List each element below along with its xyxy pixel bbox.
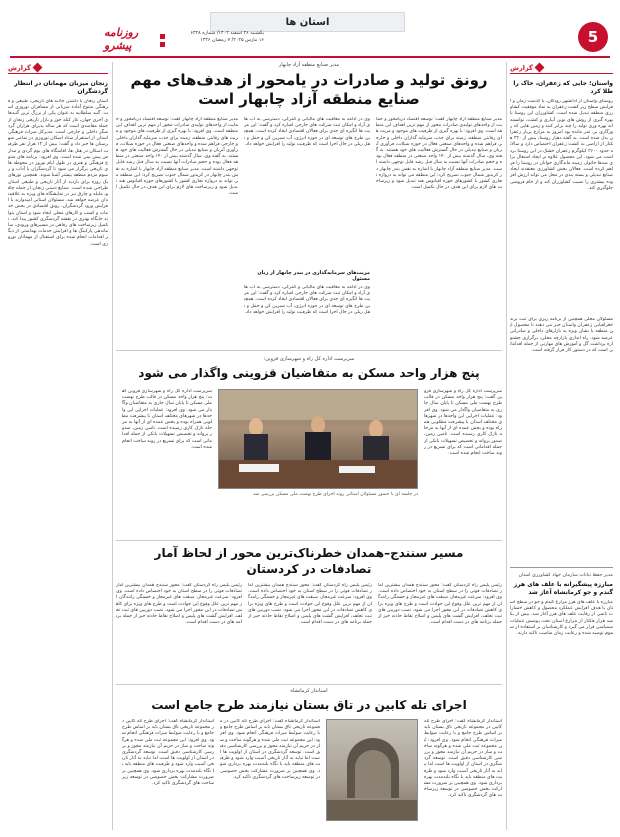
road-body-2: رئیس پلیس راه کردستان گفت: محور سنندج همدان بیشترین آمار تصادفات فوتی را در سطح استان به خود اختصاص داده است. وی افزود: سرعت غیرمجاز، سبقت های غیرمجاز و خستگی رانندگان از مهم ترین علل وقوع این حوادث است و طرح های ویژه برای کاهش تصادفات در این محور اجرا می شود. نصب دوربین های ثبت تخلف، افزایش گشت های پلیس و اصلاح نقاط حادثه خیز از جمله برنامه های در دست اقدام است.	[248, 583, 372, 626]
road-title-1: مسیر سنندج–همدان خطرناک‌ترین محور از لحاظ آمار	[154, 546, 464, 560]
main-title-1: رونق تولید و صادرات در یامحور از هدف‌های مهم	[130, 71, 488, 89]
cablecar-body-3: استاندار کرمانشاه گفت: اجرای طرح تله کابین در مجموعه تاریخی تاق بستان باید بر اساس طرح جامع و با رعایت ضوابط میراث فرهنگی انجام شود. وی افزود: این مجموعه ثبت ملی شده و هرگونه ساخت و ساز در حریم آن نیازمند مجوز و بررسی کارشناسی دقیق است. توسعه گردشگری در استان از اولویت ها است اما نباید به آثار تاریخی آسیب وارد شود و ظرفیت های منطقه باید با نگاه بلندمدت بهره برداری شود. وی همچنین بر ضرورت مشارکت بخش خصوصی در توسعه زیرساخت های گردشگری تاکید کرد.	[122, 719, 214, 787]
main-body-cont: وی در ادامه به معافیت های مالیاتی و گمرکی، دسترسی به آب های آزاد و امکان ثبت شرکت های خارجی اشاره کرد و گفت: این مزیت ها انگیزه ای جدی برای فعالان اقتصادی ایجاد کرده است. همچنین طرح های توسعه ای در حوزه انرژی، آب شیرین کن و حمل و نقل ریلی در حال اجرا است که ظرفیت تولید را افزایش خواهد داد.	[244, 117, 370, 147]
column-rule	[112, 62, 113, 830]
housing-body: سرپرست اداره کل راه و شهرسازی قزوین گفت: پنج هزار واحد مسکن در قالب طرح نهضت ملی مسکن تا پایان سال جاری به متقاضیان واگذار می شود. وی افزود: عملیات اجرایی این واحدها در شهرهای مختلف استان با پیشرفت مطلوبی همراه بوده و بخش عمده ای از آنها به مرحله نازک کاری رسیده است. تامین زمین، صدور پروانه و تخصیص تسهیلات بانکی از جمله اقداماتی است که برای تسریع در روند ساخت انجام شده است.	[424, 389, 502, 457]
main-kicker: مدیر صنایع منطقه آزاد چابهار	[278, 62, 340, 68]
cablecar-story	[116, 688, 502, 830]
story-divider	[116, 350, 502, 351]
page-header	[0, 0, 620, 58]
meeting-photo	[218, 389, 418, 489]
main-subhead: مزیت‌های سرمایه‌گذاری در بندر چابهار از زبان مسئول	[257, 270, 370, 282]
right-subtitle-2: مبارزه پیشگیرانه با علف های هرز گندم و جو کرمانشاه آغاز شد	[513, 581, 613, 596]
report-badge	[510, 62, 613, 74]
left-body: استان زنجان با داشتن جاذبه های تاریخی، طبیعی و فرهنگی متنوع آماده میزبانی از مسافران نوروزی است. گنبد سلطانیه به عنوان یکی از بزرگ ترین گنبدهای آجری جهان، غار کتله خور و بازار تاریخی زنجان از جمله مقاصدی است که هر ساله پذیرای هزاران گردشگر داخلی و خارجی است. مدیرکل میراث فرهنگی استان از استقرار ستاد اسکان نوروزی در تمامی شهرستان ها خبر داد و گفت: بیش از ۱۲ هزار نفر ظرفیت اسکان در هتل ها، اقامتگاه های بوم گردی و مدارس پیش بینی شده است. وی افزود: برنامه های متنوع فرهنگی و هنری در طول ایام نوروز در محوطه های تاریخی برگزار می شود تا گردشگران با آداب و رسوم مردم منطقه بیشتر آشنا شوند. همچنین تورهای یک روزه برای بازدید از آثار تاریخی و طبیعی استان طراحی شده است. صنایع دستی زنجان از جمله چاقو، ملیله و چارق نیز در نمایشگاه های ویژه به علاقمندان عرضه خواهد شد. مسئولان استانی امیدوارند با افزایش ورود گردشگران، رونق اقتصادی در بخش خدمات و کسب و کارهای محلی ایجاد شود و استان بتواند جایگاه بهتری در نقشه گردشگری کشور پیدا کند. تکمیل زیرساخت های رفاهی در مسیرهای ورودی، ساماندهی پارکینگ ها و افزایش خدمات بهداشتی از دیگر اقدامات انجام شده برای استقبال از مهمانان نوروزی است.	[8, 99, 108, 247]
right-body-3: مبارزه با علف های هرز مزارع گندم و جو در سطح استان با هدف افزایش عملکرد محصول و کاهش خسارات ناشی از رقابت علف های هرز آغاز شد. بیش از یکصد هزار هکتار از مزارع استان تحت پوشش عملیات سمپاشی قرار می گیرد و کارشناسان بر استفاده از سموم توصیه شده و رعایت زمان مناسب تاکید دارند.	[510, 600, 613, 637]
left-title: زنجان میزبان مهمانان در انتظار گردشگران	[14, 80, 108, 95]
road-body-3: رئیس پلیس راه کردستان گفت: محور سنندج همدان بیشترین آمار تصادفات فوتی را در سطح استان به خود اختصاص داده است. وی افزود: سرعت غیرمجاز، سبقت های غیرمجاز و خستگی رانندگان از مهم ترین علل وقوع این حوادث است و طرح های ویژه برای کاهش تصادفات در این محور اجرا می شود. نصب دوربین های ثبت تخلف، افزایش گشت های پلیس و اصلاح نقاط حادثه خیز از جمله برنامه های در دست اقدام است.	[116, 583, 242, 626]
report-badge-label: گزارش	[8, 63, 31, 72]
road-story	[116, 545, 502, 680]
column-rule	[506, 62, 507, 830]
cablecar-body-2: استاندار کرمانشاه گفت: اجرای طرح تله کابین در مجموعه تاریخی تاق بستان باید بر اساس طرح جامع و با رعایت ضوابط میراث فرهنگی انجام شود. وی افزود: این مجموعه ثبت ملی شده و هرگونه ساخت و ساز در حریم آن نیازمند مجوز و بررسی کارشناسی دقیق است. توسعه گردشگری در استان از اولویت ها است اما نباید به آثار تاریخی آسیب وارد شود و ظرفیت های منطقه باید با نگاه بلندمدت بهره برداری شود. وی همچنین بر ضرورت مشارکت بخش خصوصی در توسعه زیرساخت های گردشگری تاکید کرد.	[220, 719, 320, 780]
header-marker	[160, 42, 165, 47]
story-divider	[116, 540, 502, 541]
main-body-cont-2: وی در ادامه به معافیت های مالیاتی و گمرکی، دسترسی به آب های آزاد و امکان ثبت شرکت های خارجی اشاره کرد و گفت: این مزیت ها انگیزه ای جدی برای فعالان اقتصادی ایجاد کرده است. همچنین طرح های توسعه ای در حوزه انرژی، آب شیرین کن و حمل و نقل ریلی در حال اجرا است که ظرفیت تولید را افزایش خواهد داد.	[244, 285, 370, 315]
housing-title: پنج هزار واحد مسکن به متقاضیان قزوینی واگذار می شود	[138, 366, 480, 380]
section-banner	[210, 12, 405, 32]
newspaper-logo	[104, 28, 162, 50]
logo-text: روزنامه پیشرو	[104, 26, 139, 52]
date-line-1: یکشنبه ۲۶ اسفند ۱۴۰۲/ شماره ۶۳۲۸	[190, 31, 264, 36]
header-rule	[10, 56, 610, 58]
section-title: استان ها	[285, 16, 330, 28]
cablecar-title: اجرای تله کابین در تاق بستان نیازمند طرح جامع است	[151, 698, 467, 712]
issue-date	[168, 30, 264, 52]
page-number: 5	[587, 28, 599, 46]
story-divider	[116, 684, 502, 685]
right-column	[510, 62, 613, 830]
date-line-2: ۱۶ مارس ۲۰۲۵/ ۷ رمضان ۱۴۴۶	[200, 38, 264, 43]
photo-caption: در جلسه ای با حضور مسئولان استانی روند اجرای طرح نهضت ملی مسکن بررسی شد	[253, 492, 418, 497]
right-body: روستای واسنان از ادانشهر رودکان، با گذشت زمان و افزایش سطح زیر کشت زعفران به نماد موفقیت کشاورزی منطقه تبدیل شده است. کشاورزان این روستا با بهره گیری از روش های نوین آبیاری و کشت، توانسته اند بهره وری تولید را چند برابر کنند و زمین هایی که روزگاری بی ثمر مانده بود امروز به مزارع پربار زعفران بدل شده است. به گفته دهیار روستا، بیش از ۲۲۰ هکتار از اراضی به کشت زعفران اختصاص دارد و سالانه حدود ۲۶۰۰ کیلوگرم زعفران خشک در این روستا برداشت می شود. این محصول علاوه بر ایجاد اشتغال برای صدها خانوار، زمینه ماندگاری جوانان در روستا را فراهم کرده است. فعالان بخش کشاورزی معتقدند ایجاد صنایع تبدیلی و بسته بندی در محل می تواند ارزش افزوده بیشتری را نصیب کشاورزان کند و از خام فروشی جلوگیری کند.	[510, 99, 613, 191]
main-body-col3: مدیر صنایع منطقه آزاد چابهار گفت: توسعه اقتصاد دریامحور و حمایت از واحدهای تولیدی صادرات محور از مهم ترین اهداف این منطقه است. وی افزود: با بهره گیری از ظرفیت های موجود و مزیت های رقابتی منطقه، زمینه برای جذب سرمایه گذاران داخلی و خارجی فراهم شده و واحدهای صنعتی فعال در حوزه شیلات، فرآوری آبزیان و صنایع تبدیلی در حال گسترش فعالیت های خود هستند. به گفته وی، سال گذشته بیش از ۱۴۰ واحد صنعتی در منطقه فعال بوده و حجم صادرات آنها نسبت به سال قبل رشد قابل توجهی داشته است. مدیر صنایع منطقه آزاد چابهار با اشاره به نقش بندر چابهار در کریدور شمال جنوب تصریح کرد: این منطقه می تواند به دروازه تجاری کشور با کشورهای حوزه اقیانوس هند تبدیل شود و زیرساخت های لازم برای این هدف در حال تکمیل است.	[116, 117, 238, 197]
housing-story	[116, 356, 502, 536]
housing-body-2: سرپرست اداره کل راه و شهرسازی قزوین گفت: پنج هزار واحد مسکن در قالب طرح نهضت ملی مسکن تا پایان سال جاری به متقاضیان واگذار می شود. وی افزود: عملیات اجرایی این واحدها در شهرهای مختلف استان با پیشرفت مطلوبی همراه بوده و بخش عمده ای از آنها به مرحله نازک کاری رسیده است. تامین زمین، صدور پروانه و تخصیص تسهیلات بانکی از جمله اقداماتی است که برای تسریع در روند ساخت انجام شده است.	[122, 389, 212, 450]
report-badge	[8, 62, 108, 74]
left-column	[8, 62, 108, 830]
main-story	[116, 62, 502, 347]
divider	[510, 567, 613, 568]
cablecar-kicker: استاندار کرمانشاه	[290, 688, 328, 694]
report-badge-label: گزارش	[510, 63, 533, 72]
report-icon	[534, 63, 544, 73]
report-icon	[32, 63, 42, 73]
header-marker	[160, 34, 165, 39]
road-title-2: تصادفات در کردستان	[246, 562, 372, 576]
right-body-2: مسئولان محلی همچنین از برنامه ریزی برای ثبت برند جغرافیایی زعفران واسنان خبر می دهند تا محصول این منطقه با نشان ویژه به بازارهای داخلی و صادراتی عرضه شود. راه اندازی بازارچه محلی، برگزاری جشنواره برداشت گل و آموزش های مهارتی از جمله اقداماتی است که در دستور کار قرار گرفته است.	[510, 317, 613, 354]
tagh-bostan-photo	[326, 719, 418, 821]
page-number-badge	[578, 22, 608, 52]
main-title-2: صنایع منطقه آزاد چابهار است	[198, 90, 420, 108]
road-body: رئیس پلیس راه کردستان گفت: محور سنندج همدان بیشترین آمار تصادفات فوتی را در سطح استان به خود اختصاص داده است. وی افزود: سرعت غیرمجاز، سبقت های غیرمجاز و خستگی رانندگان از مهم ترین علل وقوع این حوادث است و طرح های ویژه برای کاهش تصادفات در این محور اجرا می شود. نصب دوربین های ثبت تخلف، افزایش گشت های پلیس و اصلاح نقاط حادثه خیز از جمله برنامه های در دست اقدام است.	[378, 583, 502, 626]
right-title-2: مدیر حفظ نباتات سازمان جهاد کشاورزی استان	[518, 573, 613, 578]
housing-kicker: سرپرست اداره کل راه و شهرسازی قزوین:	[263, 356, 355, 362]
right-title: واسنان؛ جایی که زعفران، خاک را طلا کرد	[513, 80, 613, 95]
main-body: مدیر صنایع منطقه آزاد چابهار گفت: توسعه اقتصاد دریامحور و حمایت از واحدهای تولیدی صادرات محور از مهم ترین اهداف این منطقه است. وی افزود: با بهره گیری از ظرفیت های موجود و مزیت های رقابتی منطقه، زمینه برای جذب سرمایه گذاران داخلی و خارجی فراهم شده و واحدهای صنعتی فعال در حوزه شیلات، فرآوری آبزیان و صنایع تبدیلی در حال گسترش فعالیت های خود هستند. به گفته وی، سال گذشته بیش از ۱۴۰ واحد صنعتی در منطقه فعال بوده و حجم صادرات آنها نسبت به سال قبل رشد قابل توجهی داشته است. مدیر صنایع منطقه آزاد چابهار با اشاره به نقش بندر چابهار در کریدور شمال جنوب تصریح کرد: این منطقه می تواند به دروازه تجاری کشور با کشورهای حوزه اقیانوس هند تبدیل شود و زیرساخت های لازم برای این هدف در حال تکمیل است.	[376, 117, 502, 191]
cablecar-body: استاندار کرمانشاه گفت: اجرای طرح تله کابین در مجموعه تاریخی تاق بستان باید بر اساس طرح جامع و با رعایت ضوابط میراث فرهنگی انجام شود. وی افزود: این مجموعه ثبت ملی شده و هرگونه ساخت و ساز در حریم آن نیازمند مجوز و بررسی کارشناسی دقیق است. توسعه گردشگری در استان از اولویت ها است اما نباید به آثار تاریخی آسیب وارد شود و ظرفیت های منطقه باید با نگاه بلندمدت بهره برداری شود. وی همچنین بر ضرورت مشارکت بخش خصوصی در توسعه زیرساخت های گردشگری تاکید کرد.	[424, 719, 502, 799]
